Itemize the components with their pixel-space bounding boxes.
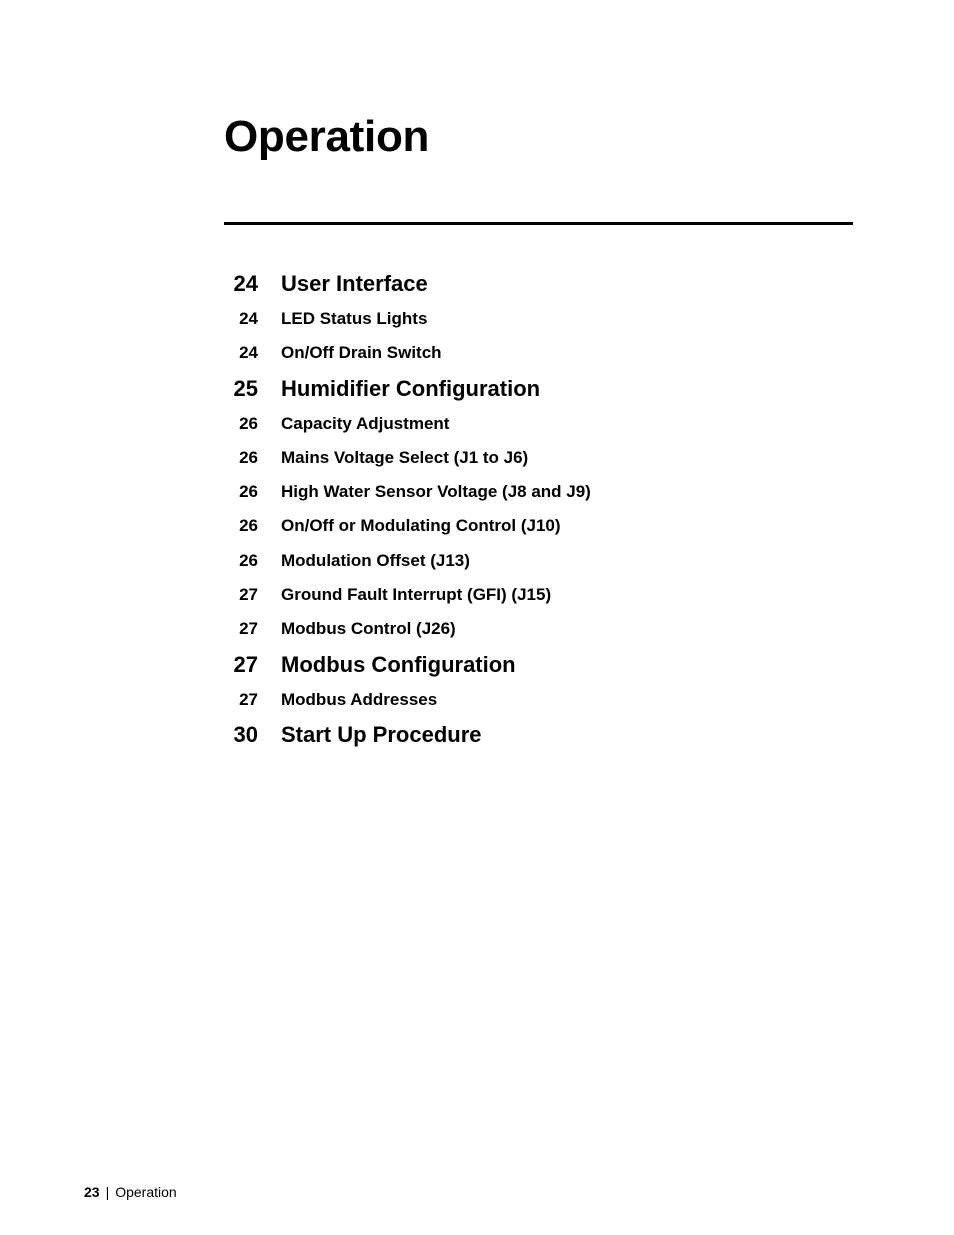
toc-section-heading[interactable] bbox=[224, 266, 844, 302]
toc-entry[interactable] bbox=[224, 407, 844, 441]
toc-section-heading[interactable] bbox=[224, 371, 844, 407]
toc-section-title: Start Up Procedure bbox=[281, 721, 482, 747]
toc-page-number: 26 bbox=[239, 482, 258, 502]
toc-section-user-interface bbox=[224, 266, 844, 371]
toc-section-heading[interactable] bbox=[224, 647, 844, 683]
toc-page-number: 24 bbox=[239, 309, 258, 328]
toc-entry-title: On/Off Drain Switch bbox=[281, 343, 442, 363]
toc-entry[interactable] bbox=[224, 509, 844, 543]
toc-entry-title: Ground Fault Interrupt (GFI) (J15) bbox=[281, 585, 552, 605]
toc-entry[interactable] bbox=[224, 302, 844, 336]
toc-section-title: Humidifier Configuration bbox=[281, 375, 541, 401]
toc-page-number: 27 bbox=[239, 585, 258, 605]
toc-entry-title: LED Status Lights bbox=[281, 309, 428, 328]
title-divider bbox=[224, 222, 853, 225]
toc-page-number: 26 bbox=[239, 447, 258, 467]
toc-page-number: 24 bbox=[239, 343, 258, 363]
toc-page-number: 26 bbox=[239, 413, 258, 433]
toc-entry-title: Mains Voltage Select (J1 to J6) bbox=[281, 447, 529, 467]
toc-page-number: 27 bbox=[239, 619, 258, 639]
toc-section-humidifier-configuration bbox=[224, 371, 844, 647]
toc-entry[interactable] bbox=[224, 475, 844, 509]
toc-entry-title: Modbus Addresses bbox=[281, 689, 438, 709]
toc-entry-title: Capacity Adjustment bbox=[281, 413, 450, 433]
toc-entry[interactable] bbox=[224, 683, 844, 717]
toc-page-number: 26 bbox=[239, 516, 258, 536]
toc-section-heading[interactable] bbox=[224, 717, 844, 753]
toc-entry[interactable] bbox=[224, 441, 844, 475]
toc-entry[interactable] bbox=[224, 578, 844, 612]
toc-section-title: Modbus Configuration bbox=[281, 651, 516, 677]
toc-entry-title: On/Off or Modulating Control (J10) bbox=[281, 516, 561, 536]
toc-page-number: 24 bbox=[233, 271, 258, 296]
toc-page-number: 25 bbox=[233, 375, 258, 401]
toc-section-modbus-configuration bbox=[224, 647, 844, 717]
table-of-contents bbox=[224, 266, 844, 753]
footer-page-number: 23 bbox=[84, 1184, 100, 1200]
toc-entry[interactable] bbox=[224, 544, 844, 578]
toc-page-number: 26 bbox=[239, 550, 258, 570]
page-footer bbox=[84, 1182, 177, 1202]
page-title: Operation bbox=[224, 112, 430, 161]
footer-separator: | bbox=[105, 1184, 110, 1200]
toc-entry-title: High Water Sensor Voltage (J8 and J9) bbox=[281, 482, 591, 502]
toc-page-number: 27 bbox=[239, 689, 258, 709]
toc-page-number: 27 bbox=[233, 651, 258, 677]
toc-section-title: User Interface bbox=[281, 271, 428, 296]
footer-section-name: Operation bbox=[115, 1184, 177, 1200]
toc-entry-title: Modulation Offset (J13) bbox=[281, 550, 470, 570]
toc-entry-title: Modbus Control (J26) bbox=[281, 619, 456, 639]
toc-page-number: 30 bbox=[233, 721, 258, 747]
toc-section-start-up-procedure bbox=[224, 717, 844, 753]
toc-entry[interactable] bbox=[224, 336, 844, 370]
toc-entry[interactable] bbox=[224, 612, 844, 646]
